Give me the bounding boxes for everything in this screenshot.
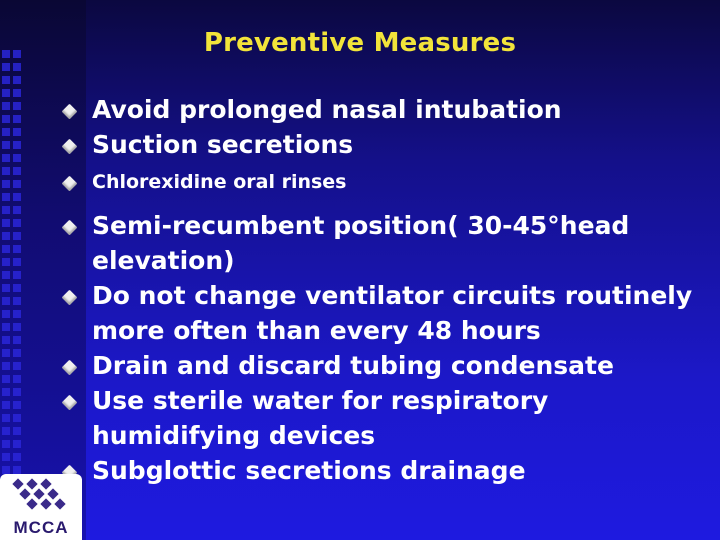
decorative-square bbox=[13, 323, 21, 331]
mcca-logo bbox=[0, 474, 82, 540]
decorative-square bbox=[13, 193, 21, 201]
decorative-square bbox=[2, 128, 10, 136]
decorative-square bbox=[2, 284, 10, 292]
decorative-square bbox=[13, 76, 21, 84]
decorative-square bbox=[2, 115, 10, 123]
bullet-text: Chlorexidine oral rinses bbox=[92, 171, 347, 193]
decorative-square bbox=[2, 297, 10, 305]
bullet-list bbox=[60, 92, 710, 488]
bullet-text: Semi-recumbent position( 30-45°head elevation) bbox=[92, 211, 630, 275]
decorative-square bbox=[13, 414, 21, 422]
decorative-square bbox=[13, 271, 21, 279]
decorative-square bbox=[2, 193, 10, 201]
bullet-text: Suction secretions bbox=[92, 130, 354, 159]
diamond-bullet-icon bbox=[62, 220, 78, 236]
decorative-square bbox=[13, 245, 21, 253]
diamond-bullet-icon bbox=[62, 360, 78, 376]
decorative-square bbox=[2, 219, 10, 227]
diamond-bullet-icon bbox=[62, 176, 78, 192]
decorative-square bbox=[13, 167, 21, 175]
decorative-square bbox=[13, 219, 21, 227]
diamond-bullet-icon bbox=[62, 104, 78, 120]
bullet-text: Avoid prolonged nasal intubation bbox=[92, 95, 562, 124]
decorative-square bbox=[2, 63, 10, 71]
decorative-square bbox=[13, 362, 21, 370]
decorative-square bbox=[13, 388, 21, 396]
logo-text: MCCA bbox=[13, 518, 69, 537]
decorative-square bbox=[2, 167, 10, 175]
decorative-square bbox=[13, 401, 21, 409]
decorative-square bbox=[13, 375, 21, 383]
decorative-square bbox=[2, 336, 10, 344]
decorative-square bbox=[2, 154, 10, 162]
decorative-square bbox=[13, 284, 21, 292]
decorative-square bbox=[2, 401, 10, 409]
decorative-square bbox=[13, 89, 21, 97]
decorative-square bbox=[2, 245, 10, 253]
decorative-square bbox=[13, 206, 21, 214]
decorative-square bbox=[13, 427, 21, 435]
decorative-square bbox=[13, 180, 21, 188]
bullet-text: Subglottic secretions drainage bbox=[92, 456, 526, 485]
slide-title bbox=[0, 28, 720, 58]
decorative-square bbox=[2, 76, 10, 84]
bullet-item bbox=[60, 278, 710, 348]
decorative-square bbox=[2, 375, 10, 383]
bullet-item bbox=[60, 162, 710, 202]
bullet-text: Drain and discard tubing condensate bbox=[92, 351, 614, 380]
decorative-square bbox=[2, 427, 10, 435]
decorative-square bbox=[2, 102, 10, 110]
decorative-square bbox=[13, 297, 21, 305]
decorative-square bbox=[2, 271, 10, 279]
decorative-square bbox=[2, 89, 10, 97]
diamond-bullet-icon bbox=[62, 139, 78, 155]
decorative-square bbox=[2, 310, 10, 318]
decorative-square bbox=[13, 141, 21, 149]
decorative-square bbox=[13, 102, 21, 110]
decorative-square bbox=[2, 206, 10, 214]
decorative-square bbox=[13, 453, 21, 461]
bullet-item bbox=[60, 383, 710, 453]
bullet-text: Use sterile water for respiratory humidifying devices bbox=[92, 386, 549, 450]
decorative-square bbox=[13, 63, 21, 71]
decorative-square bbox=[2, 180, 10, 188]
decorative-square bbox=[13, 440, 21, 448]
decorative-square bbox=[2, 466, 10, 474]
bullet-item bbox=[60, 127, 710, 162]
decorative-square bbox=[2, 232, 10, 240]
decorative-square bbox=[2, 388, 10, 396]
decorative-square bbox=[2, 362, 10, 370]
bullet-text: Do not change ventilator circuits routinely more often than every 48 hours bbox=[92, 281, 693, 345]
diamond-bullet-icon bbox=[62, 290, 78, 306]
decorative-square bbox=[13, 154, 21, 162]
diamond-bullet-icon bbox=[62, 395, 78, 411]
decorative-square bbox=[2, 258, 10, 266]
decorative-square-pattern bbox=[2, 50, 22, 470]
decorative-square bbox=[2, 349, 10, 357]
decorative-square bbox=[13, 128, 21, 136]
decorative-square bbox=[13, 310, 21, 318]
bullet-item bbox=[60, 208, 710, 278]
decorative-square bbox=[2, 414, 10, 422]
decorative-square bbox=[13, 349, 21, 357]
decorative-square bbox=[2, 141, 10, 149]
bullet-item bbox=[60, 453, 710, 488]
decorative-square bbox=[2, 453, 10, 461]
logo-mark-icon bbox=[10, 478, 70, 518]
bullet-item bbox=[60, 348, 710, 383]
decorative-square bbox=[13, 258, 21, 266]
decorative-square bbox=[2, 440, 10, 448]
decorative-square bbox=[13, 232, 21, 240]
decorative-square bbox=[2, 323, 10, 331]
slide-title-text: Preventive Measures bbox=[203, 28, 517, 58]
bullet-item bbox=[60, 92, 710, 127]
decorative-square bbox=[13, 336, 21, 344]
decorative-square bbox=[13, 115, 21, 123]
decorative-square bbox=[13, 466, 21, 474]
